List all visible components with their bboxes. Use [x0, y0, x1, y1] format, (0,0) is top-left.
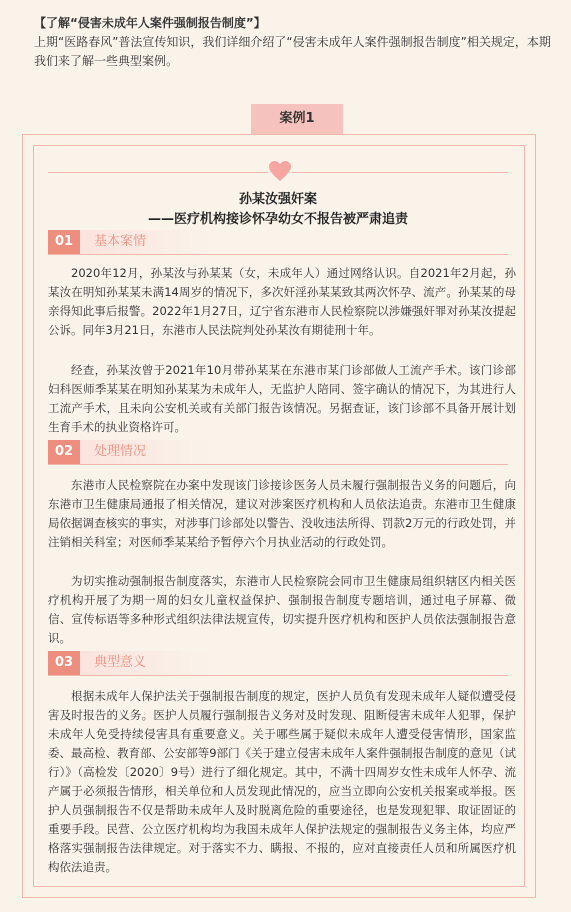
section-label: 处理情况 — [80, 440, 210, 464]
section-label: 基本案情 — [80, 230, 210, 254]
paragraph: 根据未成年人保护法关于强制报告制度的规定，医护人员负有发现未成年人疑似遭受侵害及时报告的义务。医护人员履行强制报告义务对及时发现、阻断侵害未成年人犯罪，保护未成年人免受持续侵害具有重要意义。关于哪些属于疑似未成年人遭受侵害情形，国家监委、最高检、教育部、公安部等9部门《关于建立侵害未成年人案件强制报告制度的意见（试行）》（高检发〔2020〕9号）进行了细化规定。其中，不满十四周岁女性未成年人怀孕、流产属于必须报告情形，相关单位和人员发现此情况的，应当立即向公安机关报案或举报。医护人员强制报告不仅是帮助未成年人及时脱离危险的重要途径，也是发现犯罪、取证固证的重要手段。民营、公立医疗机构均为我国未成年人保护法规定的强制报告义务主体，均应严格落实强制报告法律规定。对于落实不力、瞒报、不报的，应对直接责任人员和所属医疗机构依法追责。 — [48, 689, 516, 874]
section-number: 02 — [48, 440, 80, 464]
section-header-basic-facts — [48, 230, 508, 254]
section-underline — [48, 464, 508, 465]
heart-icon — [268, 160, 292, 182]
section-number: 03 — [48, 651, 80, 675]
paragraph: 2020年12月，孙某汝与孙某某（女，未成年人）通过网络认识。自2021年2月起，孙某汝在明知孙某某未满14周岁的情况下，多次奸淫孙某某致其两次怀孕、流产。孙某某的母亲得知此事后报警。2022年1月27日，辽宁省东港市人民检察院以涉嫌强奸罪对孙某汝提起公诉。同年3月21日，东港市人民法院判处孙某汝有期徒刑十年。 — [48, 266, 516, 337]
case-title: 孙某汝强奸案 — [238, 192, 317, 207]
intro-text: 上期“医路春风”普法宣传知识，我们详细介绍了“侵害未成年人案件强制报告制度”相关规定，本期我们来了解一些典型案例。 — [34, 35, 551, 68]
section-header-handling — [48, 440, 508, 464]
section-number: 01 — [48, 230, 80, 254]
section-label: 典型意义 — [80, 651, 210, 675]
paragraph: 东港市人民检察院在办案中发现该门诊接诊医务人员未履行强制报告义务的问题后，向东港市卫生健康局通报了相关情况，建议对涉案医疗机构和人员依法追责。东港市卫生健康局依据调查核实的事实，对涉事门诊部处以警告、没收违法所得、罚款2万元的行政处罚，并注销相关科室；对医师季某某给予暂停六个月执业活动的行政处罚。 — [48, 478, 516, 549]
intro — [34, 14, 554, 71]
section-underline — [48, 254, 508, 255]
paragraph: 经查，孙某汝曾于2021年10月带孙某某在东港市某门诊部做人工流产手术。该门诊部妇科医师季某某在明知孙某某为未成年人，无监护人陪同、签字确认的情况下，为其进行人工流产手术，且未向公安机关或有关部门报告该情况。另据查证，该门诊部不具备开展计划生育手术的执业资格许可。 — [48, 363, 516, 434]
paragraph: 为切实推动强制报告制度落实，东港市人民检察院会同市卫生健康局组织辖区内相关医疗机构开展了为期一周的妇女儿童权益保护、强制报告制度专题培训，通过电子屏幕、微信、宣传标语等多种形式组织法律法规宣传，切实提升医疗机构和医护人员依法强制报告意识。 — [48, 574, 516, 645]
case-subtitle: ——医疗机构接诊怀孕幼女不报告被严肃追责 — [147, 212, 408, 227]
case-tab: 案例1 — [251, 104, 343, 134]
section-underline — [48, 675, 508, 676]
section-header-significance — [48, 651, 508, 675]
intro-title: 【了解“侵害未成年人案件强制报告制度”】 — [34, 16, 266, 30]
